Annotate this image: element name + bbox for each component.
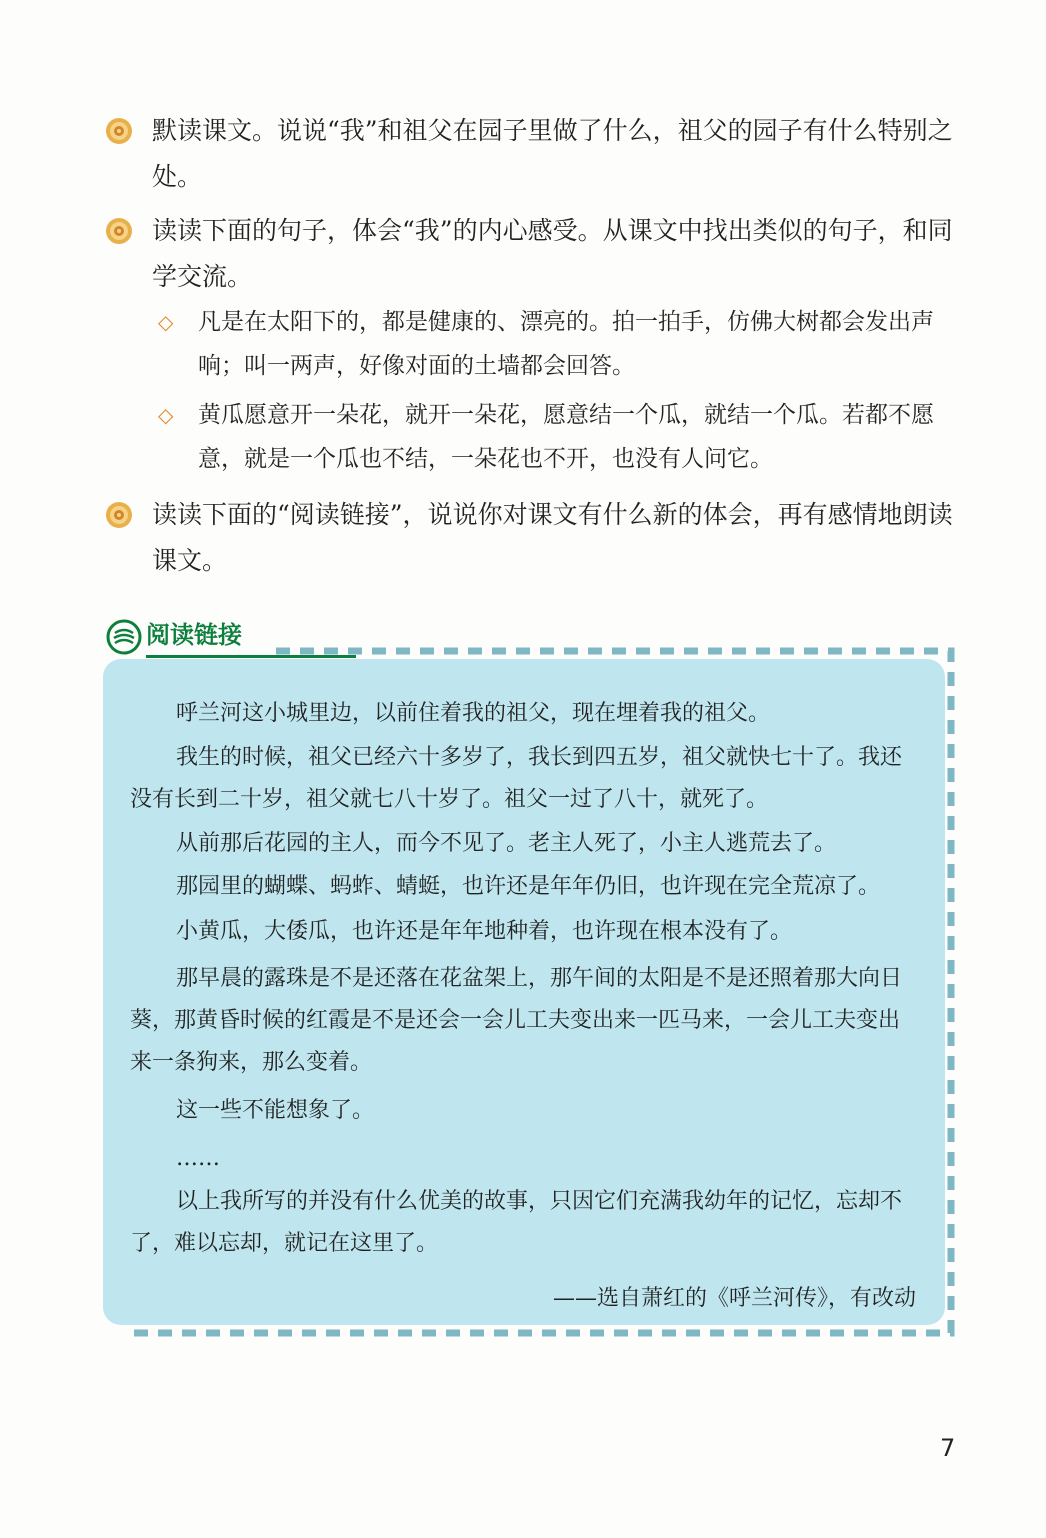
question-1-text: 默读课文。说说“我”和祖父在园子里做了什么，祖父的园子有什么特别之处。 (152, 116, 953, 191)
diamond-bullet-icon: ◇ (158, 403, 174, 427)
diamond-bullet-icon: ◇ (158, 310, 174, 334)
example-2-text: 黄瓜愿意开一朵花，就开一朵花，愿意结一个瓜，就结一个瓜。若都不愿意，就是一个瓜也不结，一朵花也不开，也没有人问它。 (198, 402, 934, 472)
example-2 (158, 393, 968, 481)
flower-bullet-icon (105, 117, 133, 145)
question-2-text: 读读下面的句子，体会“我”的内心感受。从课文中找出类似的句子，和同学交流。 (152, 216, 953, 291)
ellipsis: …… (176, 1146, 220, 1171)
flower-bullet-icon (105, 501, 133, 529)
paragraph-8: 以上我所写的并没有什么优美的故事，只因它们充满我幼年的记忆，忘却不了，难以忘却，就记在这里了。 (130, 1189, 903, 1256)
question-3-text: 读读下面的“阅读链接”，说说你对课文有什么新的体会，再有感情地朗读课文。 (152, 500, 953, 575)
paragraph-4: 那园里的蝴蝶、蚂蚱、蜻蜓，也许还是年年仍旧，也许现在完全荒凉了。 (176, 874, 881, 899)
flower-bullet-icon (105, 217, 133, 245)
paragraph-7: 这一些不能想象了。 (176, 1098, 375, 1123)
paragraph-1: 呼兰河这小城里边，以前住着我的祖父，现在埋着我的祖父。 (176, 701, 771, 726)
question-2 (105, 208, 975, 300)
question-3 (105, 492, 975, 584)
paragraph-6: 那早晨的露珠是不是还落在花盆架上，那午间的太阳是不是还照着那大向日葵，那黄昏时候的红霞是不是还会一会儿工夫变出来一匹马来，一会儿工夫变出来一条狗来，那么变着。 (130, 966, 903, 1075)
page-number: 7 (940, 1434, 956, 1462)
question-1 (105, 108, 975, 200)
paragraph-2: 我生的时候，祖父已经六十多岁了，我长到四五岁，祖父就快七十了。我还没有长到二十岁，祖父就七八十岁了。祖父一过了八十，就死了。 (130, 745, 903, 812)
example-1 (158, 300, 968, 388)
paragraph-5: 小黄瓜，大倭瓜，也许还是年年地种着，也许现在根本没有了。 (176, 919, 793, 944)
reading-link-title: 阅读链接 (146, 621, 242, 649)
source-citation: ——选自萧红的《呼兰河传》，有改动 (552, 1286, 916, 1311)
example-1-text: 凡是在太阳下的，都是健康的、漂亮的。拍一拍手，仿佛大树都会发出声响；叫一两声，好像对面的土墙都会回答。 (198, 309, 934, 379)
paragraph-3: 从前那后花园的主人，而今不见了。老主人死了，小主人逃荒去了。 (176, 831, 837, 856)
